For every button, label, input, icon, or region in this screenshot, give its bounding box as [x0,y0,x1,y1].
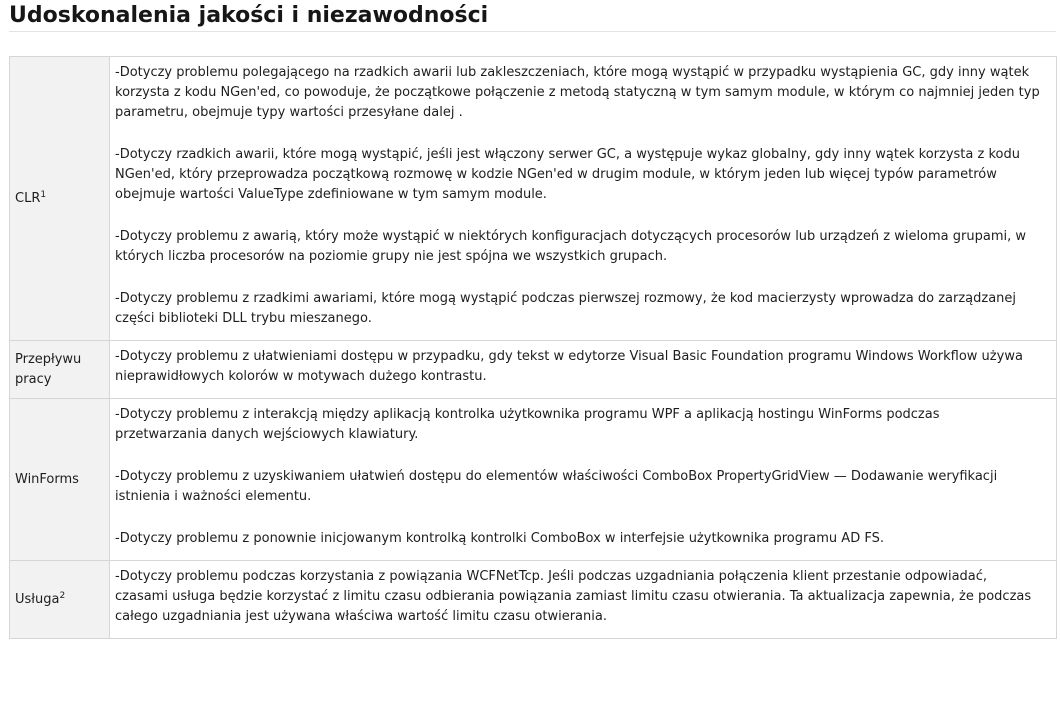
category-label: Usługa [15,591,60,607]
text-line: istnienia i ważności elementu. [115,489,312,504]
text-line: części biblioteki DLL trybu mieszanego. [115,311,372,326]
text-line: NGen'ed, który przeprowadza początkową rozmowę w kodzie NGen'ed w drugim module, w którym jeden lub więcej typów parametrów [115,167,997,182]
fix-description [115,567,1052,627]
text-line: -Dotyczy problemu polegającego na rzadkich awarii lub zakleszczeniach, które mogą wystąpić w przypadku wystąpienia GC, gdy inny wątek [115,65,1030,80]
fix-description [115,227,1052,267]
category-label: CLR [15,190,41,206]
text-line: których liczba procesorów na poziomie grupy nie jest spójna we wszystkich grupach. [115,249,668,264]
table-row-clr [10,57,1057,341]
details-cell [110,341,1057,399]
table-row-service [10,561,1057,639]
text-line: całego uzgadniania jest używana właściwa wartość limitu czasu otwierania. [115,609,607,624]
page-title: Udoskonalenia jakości i niezawodności [9,3,489,28]
text-line: przetwarzania danych wejściowych klawiatury. [115,427,419,442]
text-line: czasami usługa będzie korzystać z limitu czasu odbierania powiązania zamiast limitu czasu otwierania. Ta aktualizacja zapewnia, że podczas [115,589,1032,604]
text-line: -Dotyczy problemu z uzyskiwaniem ułatwień dostępu do elementów właściwości ComboBox PropertyGridView — Dodawanie weryfikacji [115,469,998,484]
fix-description [115,63,1052,123]
category-cell [10,561,110,639]
text-line: -Dotyczy rzadkich awarii, które mogą wystąpić, jeśli jest włączony serwer GC, a występuje wykaz globalny, gdy inny wątek korzysta z kodu [115,147,1020,162]
footnote-ref: 2 [59,590,66,601]
fix-description [115,145,1052,205]
text-line: -Dotyczy problemu z awarią, który może wystąpić w niektórych konfiguracjach dotyczących procesorów lub urządzeń z wieloma grupami, w [115,229,1026,244]
text-line: nieprawidłowych kolorów w motywach dużego kontrastu. [115,369,487,384]
text-line: -Dotyczy problemu z interakcją między aplikacją kontrolka użytkownika programu WPF a aplikacją hostingu WinForms podczas [115,407,940,422]
footnote-ref: 1 [40,189,47,200]
fix-description [115,405,1052,445]
fixes-table [9,56,1057,639]
details-cell [110,399,1057,561]
text-line: korzysta z kodu NGen'ed, co powoduje, że początkowe połączenie z metodą statyczną w tym samym module, w którym co najmniej jeden typ [115,85,1040,100]
text-line: parametru, obejmuje typy wartości przesyłane dalej . [115,105,463,120]
category-cell [10,341,110,399]
text-line: obejmuje wartości ValueType zdefiniowane w tym samym module. [115,187,547,202]
text-line: -Dotyczy problemu z rzadkimi awariami, które mogą wystąpić podczas pierwszej rozmowy, że kod macierzysty wprowadza do zarządzanej [115,291,1017,306]
text-line: -Dotyczy problemu z ponownie inicjowanym kontrolką kontrolki ComboBox w interfejsie użytkownika programu AD FS. [115,531,884,546]
table-row-workflow [10,341,1057,399]
title-divider [9,31,1056,32]
fix-description [115,529,1052,549]
fix-description [115,289,1052,329]
details-cell [110,561,1057,639]
category-cell [10,399,110,561]
table-row-winforms [10,399,1057,561]
details-cell [110,57,1057,341]
fix-description [115,347,1052,387]
category-cell [10,57,110,341]
category-label: Przepływu pracy [15,351,82,387]
fix-description [115,467,1052,507]
text-line: -Dotyczy problemu z ułatwieniami dostępu w przypadku, gdy tekst w edytorze Visual Basic Foundation programu Windows Workflow używa [115,349,1023,364]
category-label: WinForms [15,471,79,487]
text-line: -Dotyczy problemu podczas korzystania z powiązania WCFNetTcp. Jeśli podczas uzgadniania połączenia klient przestanie odpowiadać, [115,569,988,584]
